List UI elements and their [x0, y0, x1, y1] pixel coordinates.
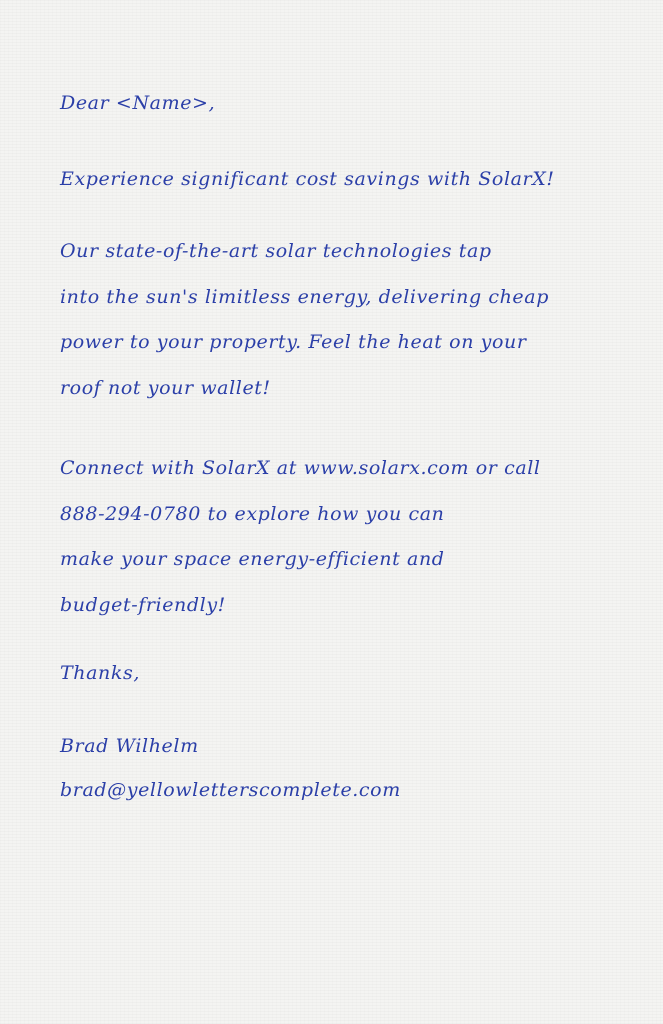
body-paragraph-1-line: roof not your wallet! — [60, 376, 271, 399]
body-paragraph-2 — [60, 455, 541, 637]
body-paragraph-1-line: Our state-of-the-art solar technologies tap — [60, 240, 492, 262]
intro-line: Experience significant cost savings with SolarX! — [60, 168, 555, 190]
body-paragraph-2-line: make your space energy-efficient and — [60, 548, 445, 570]
body-paragraph-2-line: Connect with SolarX at www.solarx.com or call — [60, 457, 541, 479]
body-paragraph-1-line: power to your property. Feel the heat on your — [60, 331, 527, 353]
signature-name: Brad Wilhelm — [60, 735, 199, 757]
phone-number-line: 888-294-0780 to explore how you can — [60, 502, 445, 525]
closing: Thanks, — [60, 662, 140, 684]
signature-email: brad@yellowletterscomplete.com — [60, 779, 401, 801]
body-paragraph-1-line: into the sun's limitless energy, delivering cheap — [60, 285, 549, 308]
body-paragraph-2-line: budget-friendly! — [60, 593, 226, 616]
salutation: Dear <Name>, — [60, 92, 216, 114]
body-paragraph-1 — [60, 238, 549, 420]
